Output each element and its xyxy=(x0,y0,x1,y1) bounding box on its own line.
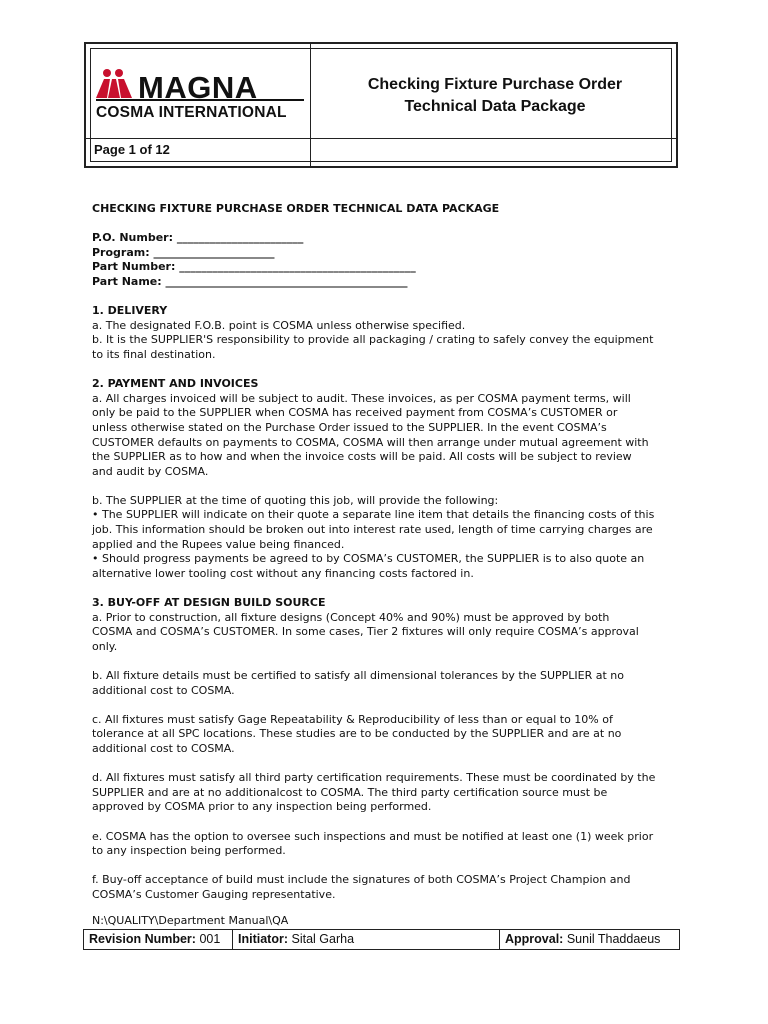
document-title-line2: Technical Data Package xyxy=(404,98,586,115)
section-paragraph: e. COSMA has the option to oversee such inspections and must be notified at least one (1) week prior to any inspection being performed. xyxy=(92,829,654,858)
magna-logo xyxy=(94,68,306,124)
initiator-label: Initiator: xyxy=(238,932,288,946)
field-part-name: Part Name: ____________________________________________ xyxy=(92,274,408,288)
section-paragraph: b. All fixture details must be certified to satisfy all dimensional tolerances by the SUPPLIER at no additional cost to COSMA. xyxy=(92,669,624,697)
section-paragraph: d. All fixtures must satisfy all third party certification requirements. These must be coordinated by the SUPPLIER and are at no additionalcost to COSMA. The third party certification source must be approved by COSMA prior to any inspection being performed. xyxy=(92,771,656,814)
document-title xyxy=(314,74,676,118)
section-paragraph: c. All fixtures must satisfy Gage Repeatability & Reproducibility of less than or equal to 10% of tolerance at all SPC locations. These studies are to be conducted by the SUPPLIER and are at no additional cost to COSMA. xyxy=(92,712,622,755)
approval-value: Sunil Thaddaeus xyxy=(566,932,661,946)
revision-cell xyxy=(84,930,232,949)
logo-brand-text: MAGNA xyxy=(138,70,258,102)
revision-label: Revision Number: xyxy=(89,932,196,946)
field-po-number: P.O. Number: _______________________ xyxy=(92,231,304,245)
file-path: N:\QUALITY\Department Manual\QA xyxy=(92,914,289,927)
header-divider-horizontal xyxy=(86,138,676,139)
magna-logo-mark xyxy=(94,68,306,102)
section-title-payment: 2. PAYMENT AND INVOICES xyxy=(92,377,259,391)
approval-label: Approval: xyxy=(505,932,564,946)
section-title-delivery: 1. DELIVERY xyxy=(92,304,168,318)
field-part-number: Part Number: ___________________________________________ xyxy=(92,260,416,274)
document-header xyxy=(84,42,678,168)
section-paragraph: b. The SUPPLIER at the time of quoting this job, will provide the following: • The SUPPLIER will indicate on their quote a separate line item that details the financing costs of this job. This information should be broken out into interest rate used, length of time carrying charges are applied and the Rupees value being financed. • Should progress payments be agreed to by COSMA’s CUSTOMER, the SUPPLIER is to also quote an alternative lower tooling cost without any financing costs factored in. xyxy=(92,493,655,580)
approval-cell xyxy=(499,930,679,949)
header-divider-vertical xyxy=(310,44,311,166)
section-paragraph: a. The designated F.O.B. point is COSMA unless otherwise specified. b. It is the SUPPLIER'S responsibility to provide all packaging / crating to safely convey the equipment to its final destination. xyxy=(92,318,654,361)
page-number: Page 1 of 12 xyxy=(94,142,170,157)
logo-rule xyxy=(96,99,304,101)
section-paragraph: f. Buy-off acceptance of build must include the signatures of both COSMA’s Project Champion and COSMA’s Customer Gauging representative. xyxy=(92,873,631,901)
body-heading: CHECKING FIXTURE PURCHASE ORDER TECHNICAL DATA PACKAGE xyxy=(92,202,500,215)
document-body xyxy=(92,202,682,903)
initiator-value: Sital Garha xyxy=(291,932,355,946)
document-title-line1: Checking Fixture Purchase Order xyxy=(367,76,623,93)
initiator-cell xyxy=(232,930,500,949)
section-paragraph: a. All charges invoiced will be subject to audit. These invoices, as per COSMA payment terms, will only be paid to the SUPPLIER when COSMA has received payment from COSMA’s CUSTOMER or unless otherwise stated on the Purchase Order issued to the SUPPLIER. In the event COSMA’s CUSTOMER defaults on payments to COSMA, COSMA will then arrange under mutual agreement with the SUPPLIER as to how and when the invoice costs will be paid. All costs will be subject to review and audit by COSMA. xyxy=(92,391,649,478)
section-paragraph: a. Prior to construction, all fixture designs (Concept 40% and 90%) must be approved by both COSMA and COSMA’s CUSTOMER. In some cases, Tier 2 fixtures will only require COSMA’s approval only. xyxy=(92,610,639,653)
revision-table xyxy=(83,929,680,950)
field-program: Program: ______________________ xyxy=(92,245,275,259)
section-title-buyoff: 3. BUY-OFF AT DESIGN BUILD SOURCE xyxy=(92,596,326,610)
revision-value: 001 xyxy=(199,932,221,946)
logo-subtitle: COSMA INTERNATIONAL xyxy=(96,104,287,121)
